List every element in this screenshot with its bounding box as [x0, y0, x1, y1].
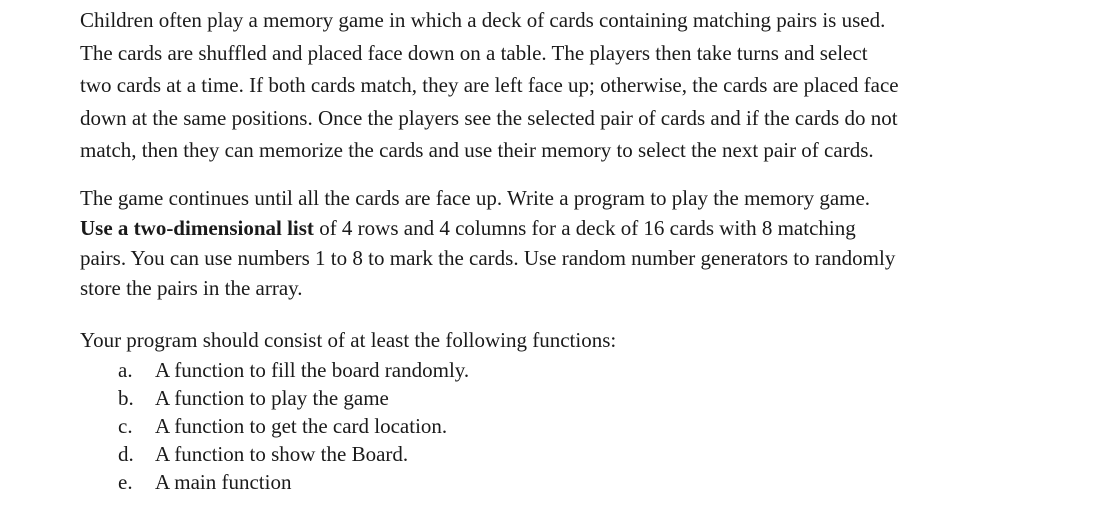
text-line: two cards at a time. If both cards match, they are left face up; otherwise, the cards are placed face [80, 73, 899, 97]
list-item-text: A function to show the Board. [155, 442, 409, 466]
paragraph-functions-intro [80, 326, 616, 354]
list-item [118, 440, 469, 468]
list-marker: c. [118, 414, 133, 438]
text-line: pairs. You can use numbers 1 to 8 to mark the cards. Use random number generators to randomly [80, 246, 896, 270]
paragraph-task [80, 183, 895, 303]
list-item-text: A main function [155, 470, 292, 494]
text-segment: of 4 rows and 4 columns for a deck of 16 cards with 8 matching [313, 216, 856, 240]
text-line: match, then they can memorize the cards and use their memory to select the next pair of cards. [80, 138, 874, 162]
bold-emphasis: Use a two-dimensional list [80, 216, 314, 240]
list-item [118, 468, 469, 496]
paragraph-game-description [80, 4, 899, 167]
text-line: The game continues until all the cards are face up. Write a program to play the memory game. [80, 186, 871, 210]
list-marker: a. [118, 358, 133, 382]
list-marker: e. [118, 470, 133, 494]
list-marker: b. [118, 386, 134, 410]
text-line [80, 213, 895, 243]
list-item [118, 356, 469, 384]
text-line: Your program should consist of at least the following functions: [80, 328, 617, 352]
text-line: Children often play a memory game in which a deck of cards containing matching pairs is used. [80, 8, 886, 32]
text-line: store the pairs in the array. [80, 276, 303, 300]
text-line: down at the same positions. Once the players see the selected pair of cards and if the cards do not [80, 105, 898, 130]
list-marker: d. [118, 442, 134, 466]
list-item-text: A function to fill the board randomly. [155, 358, 470, 382]
functions-list [118, 356, 469, 496]
list-item [118, 384, 469, 412]
list-item-text: A function to get the card location. [155, 414, 448, 438]
list-item [118, 412, 469, 440]
text-line: The cards are shuffled and placed face down on a table. The players then take turns and select [80, 40, 868, 65]
list-item-text: A function to play the game [155, 386, 389, 410]
